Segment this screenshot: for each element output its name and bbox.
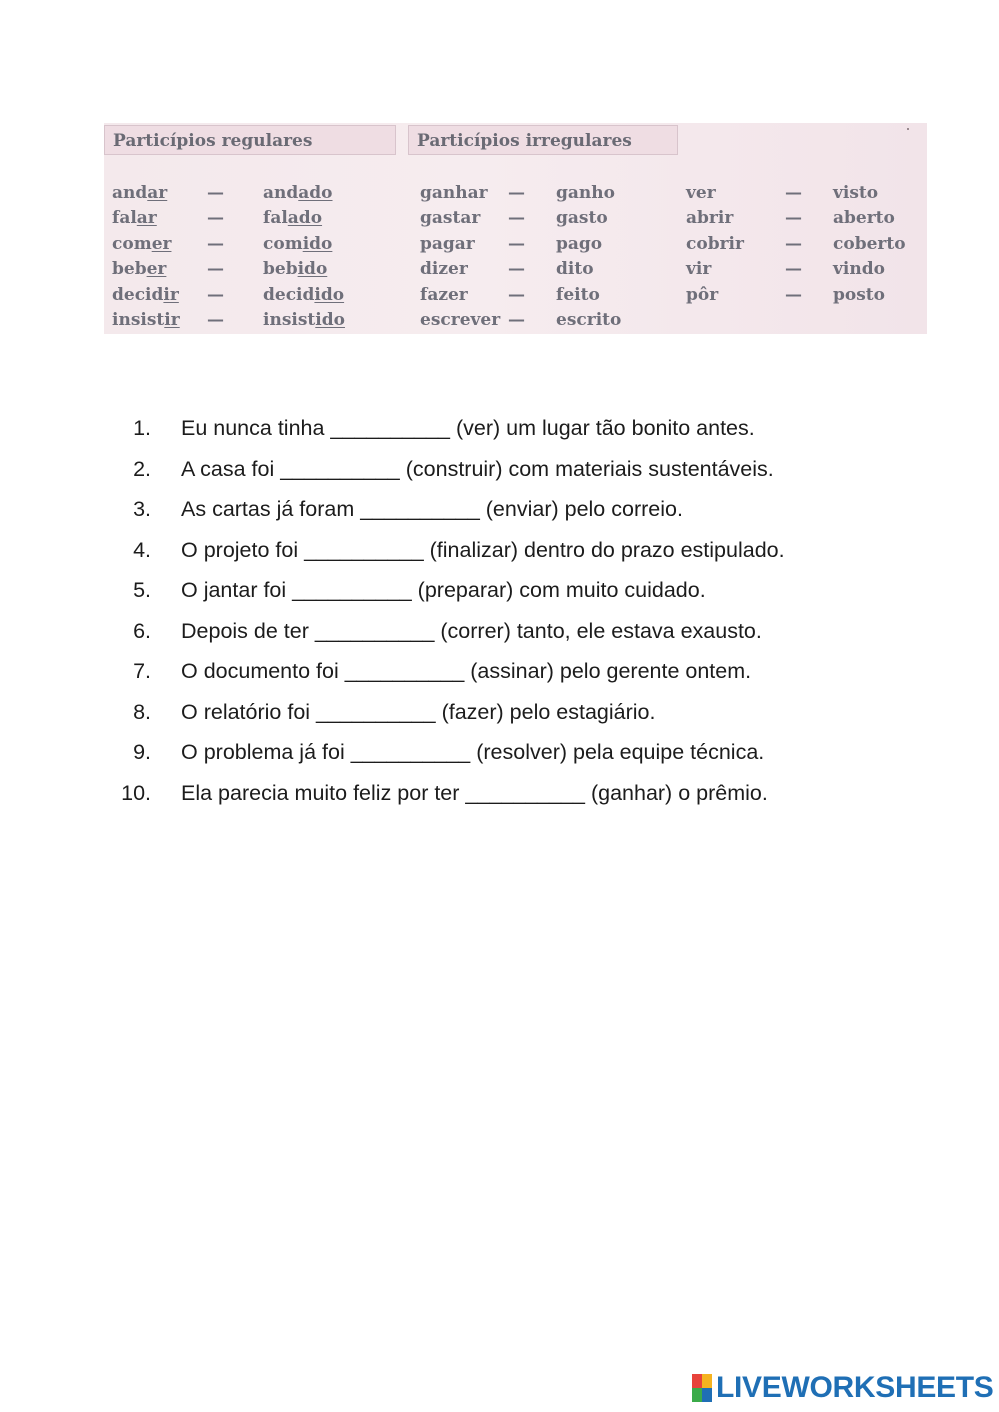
irregular-participle: coberto — [833, 233, 906, 254]
irregular-infinitive: abrir — [686, 208, 734, 229]
dash: — — [207, 309, 224, 330]
exercise-item — [0, 773, 999, 814]
irregular-participle-column-2 — [833, 181, 906, 308]
regular-participle — [263, 181, 345, 206]
regular-participle — [263, 308, 345, 333]
regular-infinitive-column — [112, 181, 180, 333]
regular-participle — [263, 283, 345, 308]
ending: ado — [298, 183, 333, 203]
exercise-text: Ela parecia muito feliz por ter __________ (ganhar) o prêmio. — [181, 780, 768, 805]
exercise-number: 1. — [133, 416, 151, 440]
regular-infinitive — [112, 308, 180, 333]
stem: fal — [112, 208, 137, 229]
dash: — — [785, 284, 802, 305]
exercise-item — [0, 449, 999, 490]
exercise-number: 2. — [133, 456, 151, 481]
exercise-item — [0, 692, 999, 733]
dash: — — [207, 208, 224, 229]
dash: — — [207, 183, 224, 203]
ending: ido — [314, 284, 345, 305]
stem: insist — [112, 309, 165, 330]
exercise-item — [0, 732, 999, 773]
irregular-participle: escrito — [556, 309, 622, 330]
stem: beb — [112, 259, 147, 280]
speck — [907, 128, 909, 130]
regular-participles-header: Particípios regulares — [104, 125, 396, 155]
irregular-infinitive: fazer — [420, 284, 468, 305]
ending: er — [151, 233, 172, 254]
exercise-text: Depois de ter __________ (correr) tanto, ele estava exausto. — [181, 618, 762, 643]
irregular-infinitive: pôr — [686, 284, 719, 305]
irregular-infinitive-column-2 — [686, 181, 744, 308]
dash: — — [207, 284, 224, 305]
exercise-number: 7. — [133, 659, 151, 683]
regular-infinitive — [112, 232, 180, 257]
exercise-item — [0, 489, 999, 530]
regular-participle — [263, 257, 345, 282]
dash-column — [207, 181, 224, 333]
ending: ar — [147, 183, 168, 203]
exercise-item — [0, 408, 999, 449]
irregular-participle: visto — [833, 183, 879, 203]
dash: — — [508, 208, 525, 229]
exercise-text: As cartas já foram __________ (enviar) pelo correio. — [181, 497, 683, 521]
exercise-number: 3. — [133, 497, 151, 521]
exercise-item — [0, 651, 999, 692]
irregular-infinitive: pagar — [420, 233, 475, 254]
regular-participle — [263, 232, 345, 257]
liveworksheets-logo — [692, 1370, 994, 1406]
irregular-participle: pago — [556, 233, 603, 254]
irregular-infinitive: ver — [686, 183, 716, 203]
regular-infinitive — [112, 257, 180, 282]
participles-table-image — [104, 123, 927, 334]
regular-infinitive — [112, 206, 180, 231]
regular-infinitive — [112, 181, 180, 206]
stem: com — [112, 233, 152, 254]
irregular-infinitive-column-1 — [420, 181, 500, 333]
dash: — — [508, 284, 525, 305]
ending: ido — [315, 309, 345, 330]
dash-column — [508, 181, 525, 333]
stem: beb — [263, 259, 298, 280]
exercise-number: 9. — [133, 740, 151, 764]
stem: fal — [263, 208, 288, 229]
irregular-infinitive: dizer — [420, 259, 468, 280]
irregular-participle-column-1 — [556, 181, 621, 333]
exercise-item — [0, 611, 999, 652]
dash: — — [508, 183, 525, 203]
ending: ir — [163, 284, 179, 305]
exercise-number: 4. — [133, 537, 151, 562]
dash-column — [785, 181, 802, 308]
stem: and — [263, 183, 299, 203]
irregular-participle: gasto — [556, 208, 608, 229]
irregular-infinitive: vir — [686, 259, 712, 280]
dash: — — [785, 259, 802, 280]
liveworksheets-logo-icon — [692, 1374, 712, 1402]
irregular-infinitive: ganhar — [420, 183, 488, 203]
stem: decid — [263, 284, 315, 305]
stem: decid — [112, 284, 164, 305]
irregular-participles-header: Particípios irregulares — [408, 125, 678, 155]
exercise-item — [0, 570, 999, 611]
dash: — — [785, 183, 802, 203]
dash: — — [785, 233, 802, 254]
exercise-text: O relatório foi __________ (fazer) pelo estagiário. — [181, 699, 656, 724]
irregular-participle: feito — [556, 284, 600, 305]
regular-participle — [263, 206, 345, 231]
dash: — — [508, 309, 525, 330]
ending: er — [146, 259, 167, 280]
irregular-participle: aberto — [833, 208, 895, 229]
exercise-number: 5. — [133, 578, 151, 602]
irregular-participle: ganho — [556, 183, 615, 203]
exercise-number: 6. — [133, 618, 151, 643]
dash: — — [207, 259, 224, 280]
ending: ar — [136, 208, 157, 229]
dash: — — [508, 259, 525, 280]
ending: ido — [302, 233, 333, 254]
dash: — — [207, 233, 224, 254]
ending: ado — [287, 208, 323, 229]
exercise-text: O projeto foi __________ (finalizar) dentro do prazo estipulado. — [181, 537, 785, 562]
exercise-text: O jantar foi __________ (preparar) com muito cuidado. — [181, 578, 706, 602]
stem: and — [112, 183, 148, 203]
irregular-participle: vindo — [833, 259, 885, 280]
ending: ir — [164, 309, 180, 330]
dash: — — [785, 208, 802, 229]
exercise-number: 10. — [121, 780, 151, 805]
stem: com — [263, 233, 303, 254]
exercise-text: O problema já foi __________ (resolver) pela equipe técnica. — [181, 740, 765, 764]
stem: insist — [263, 309, 316, 330]
regular-participle-column — [263, 181, 345, 333]
irregular-infinitive: escrever — [420, 309, 501, 330]
irregular-infinitive: cobrir — [686, 233, 744, 254]
exercise-number: 8. — [133, 699, 151, 724]
exercise-text: Eu nunca tinha __________ (ver) um lugar tão bonito antes. — [181, 416, 755, 440]
irregular-participle: dito — [556, 259, 594, 280]
ending: ido — [297, 259, 328, 280]
irregular-participle: posto — [833, 284, 885, 305]
irregular-infinitive: gastar — [420, 208, 481, 229]
dash: — — [508, 233, 525, 254]
regular-infinitive — [112, 283, 180, 308]
exercise-list — [0, 408, 999, 813]
logo-text: LIVEWORKSHEETS — [716, 1371, 994, 1404]
exercise-text: O documento foi __________ (assinar) pelo gerente ontem. — [181, 659, 752, 683]
exercise-item — [0, 530, 999, 571]
exercise-text: A casa foi __________ (construir) com materiais sustentáveis. — [181, 456, 774, 481]
